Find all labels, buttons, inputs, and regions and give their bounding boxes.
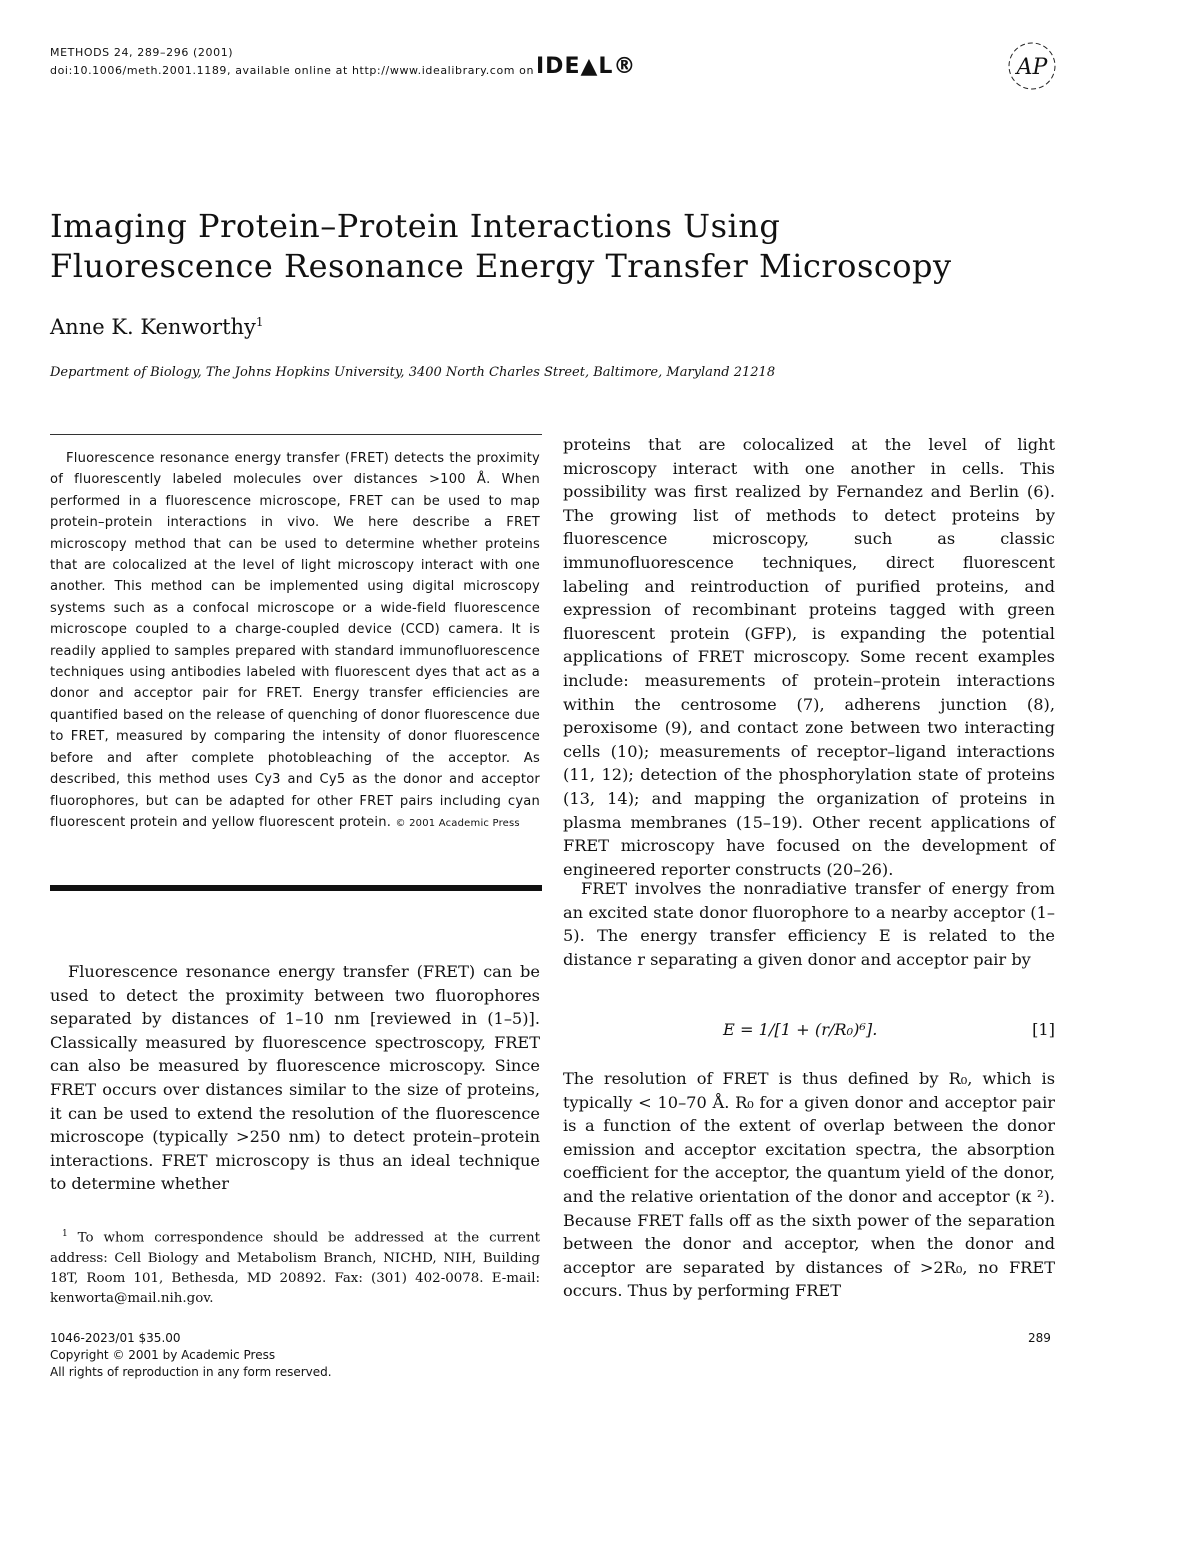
copyright: Copyright © 2001 by Academic Press <box>50 1348 276 1362</box>
author-footnote-mark: 1 <box>255 315 264 329</box>
affiliation: Department of Biology, The Johns Hopkins University, 3400 North Charles Street, Baltimore, Maryland 21218 <box>50 365 776 380</box>
body-paragraph-right-1: proteins that are colocalized at the level of light microscopy interact with one another in cells. This possibility was first realized by Fernandez and Berlin (6). The growing list of methods to detect proteins by fluorescence microscopy, such as classic immunofluorescence techniques, direct fluorescent labeling and reintroduction of purified proteins, and expression of recombinant proteins tagged with green fluorescent protein (GFP), is expanding the potential applications of FRET microscopy. Some recent examples include: measurements of protein–protein interactions within the centrosome (7), adherens junction (8), peroxisome (9), and contact zone between two interacting cells (10); measurements of receptor–ligand interactions (11, 12); detection of the phosphorylation state of proteins (13, 14); and mapping the organization of proteins in plasma membranes (15–19). Other recent applications of FRET microscopy have focused on the development of engineered reporter constructs (20–26). <box>563 435 1055 879</box>
body-paragraph-right-2 <box>563 877 1055 971</box>
title-line-1: Imaging Protein–Protein Interactions Using <box>50 207 781 245</box>
issn-price: 1046-2023/01 $35.00 <box>50 1331 181 1345</box>
abstract-bottom-rule <box>50 885 542 891</box>
equation-1 <box>563 1018 1055 1042</box>
equation-number: [1] <box>1032 1020 1055 1039</box>
svg-text:AP: AP <box>1016 55 1048 80</box>
footnote-text: To whom correspondence should be addressed at the current address: Cell Biology and Metabolism Branch, NICHD, NIH, Building 18T, Room 101, Bethesda, MD 20892. Fax: (301) 402-0078. E-mail: kenworta@mail.nih.gov. <box>50 1230 540 1307</box>
abstract <box>50 448 540 834</box>
page-number: 289 <box>1028 1331 1051 1345</box>
abstract-text: Fluorescence resonance energy transfer (FRET) detects the proximity of fluorescently labeled molecules over distances >100 Å. When performed in a fluorescence microscope, FRET can be used to map protein–protein interactions in vivo. We here describe a FRET microscopy method that can be used to determine whether proteins that are colocalized at the level of light microscopy interact with one another. This method can be implemented using digital microscopy systems such as a confocal microscope or a wide-field fluorescence microscope coupled to a charge-coupled device (CCD) camera. It is readily applied to samples prepared with standard immunofluorescence techniques using antibodies labeled with fluorescent dyes that act as a donor and acceptor pair for FRET. Energy transfer efficiencies are quantified based on the release of quenching of donor fluorescence due to FRET, measured by comparing the intensity of donor fluorescence before and after complete photobleaching of the acceptor. As described, this method uses Cy3 and Cy5 as the donor and acceptor fluorophores, but can be adapted for other FRET pairs including cyan fluorescent protein and yellow fluorescent protein. <box>50 451 540 830</box>
title-line-2: Fluorescence Resonance Energy Transfer Microscopy <box>50 247 952 285</box>
author <box>50 308 264 341</box>
equation-formula: E = 1/[1 + (r/R₀)⁶]. <box>723 1020 878 1039</box>
author-name: Anne K. Kenworthy <box>50 315 256 339</box>
footnote <box>50 1224 540 1309</box>
abstract-credit: © 2001 Academic Press <box>395 817 520 829</box>
publisher-logo <box>1006 40 1058 92</box>
footnote-mark: 1 <box>62 1229 68 1239</box>
rights-statement: All rights of reproduction in any form reserved. <box>50 1365 332 1379</box>
body-paragraph-left <box>50 960 540 1196</box>
abstract-top-rule <box>50 434 542 435</box>
ap-logo-icon <box>1006 40 1058 92</box>
article-title <box>50 206 1150 286</box>
doi-line: doi:10.1006/meth.2001.1189, available online at http://www.idealibrary.com on <box>50 64 535 77</box>
ideal-logo: IDE▲L® <box>536 54 637 79</box>
journal-reference: METHODS 24, 289–296 (2001) <box>50 46 234 59</box>
body-text-right-2: FRET involves the nonradiative transfer of energy from an excited state donor fluorophore to a nearby acceptor (1–5). The energy transfer efficiency E is related to the distance r separating a given donor and acceptor pair by <box>563 879 1055 969</box>
body-paragraph-right-3: The resolution of FRET is thus defined by R₀, which is typically < 10–70 Å. R₀ for a given donor and acceptor pair is a function of the extent of overlap between the donor emission and acceptor excitation spectra, the absorption coefficient for the acceptor, the quantum yield of the donor, and the relative orientation of the donor and acceptor (κ ²). Because FRET falls off as the sixth power of the separation between the donor and acceptor, when the donor and acceptor are separated by distances of >2R₀, no FRET occurs. Thus by performing FRET <box>563 1069 1055 1301</box>
body-text-left: Fluorescence resonance energy transfer (FRET) can be used to detect the proximity between two fluorophores separated by distances of 1–10 nm [reviewed in (1–5)]. Classically measured by fluorescence spectroscopy, FRET can also be measured by fluorescence microscopy. Since FRET occurs over distances similar to the size of proteins, it can be used to extend the resolution of the fluorescence microscope (typically >250 nm) to detect protein–protein interactions. FRET microscopy is thus an ideal technique to determine whether <box>50 962 540 1194</box>
